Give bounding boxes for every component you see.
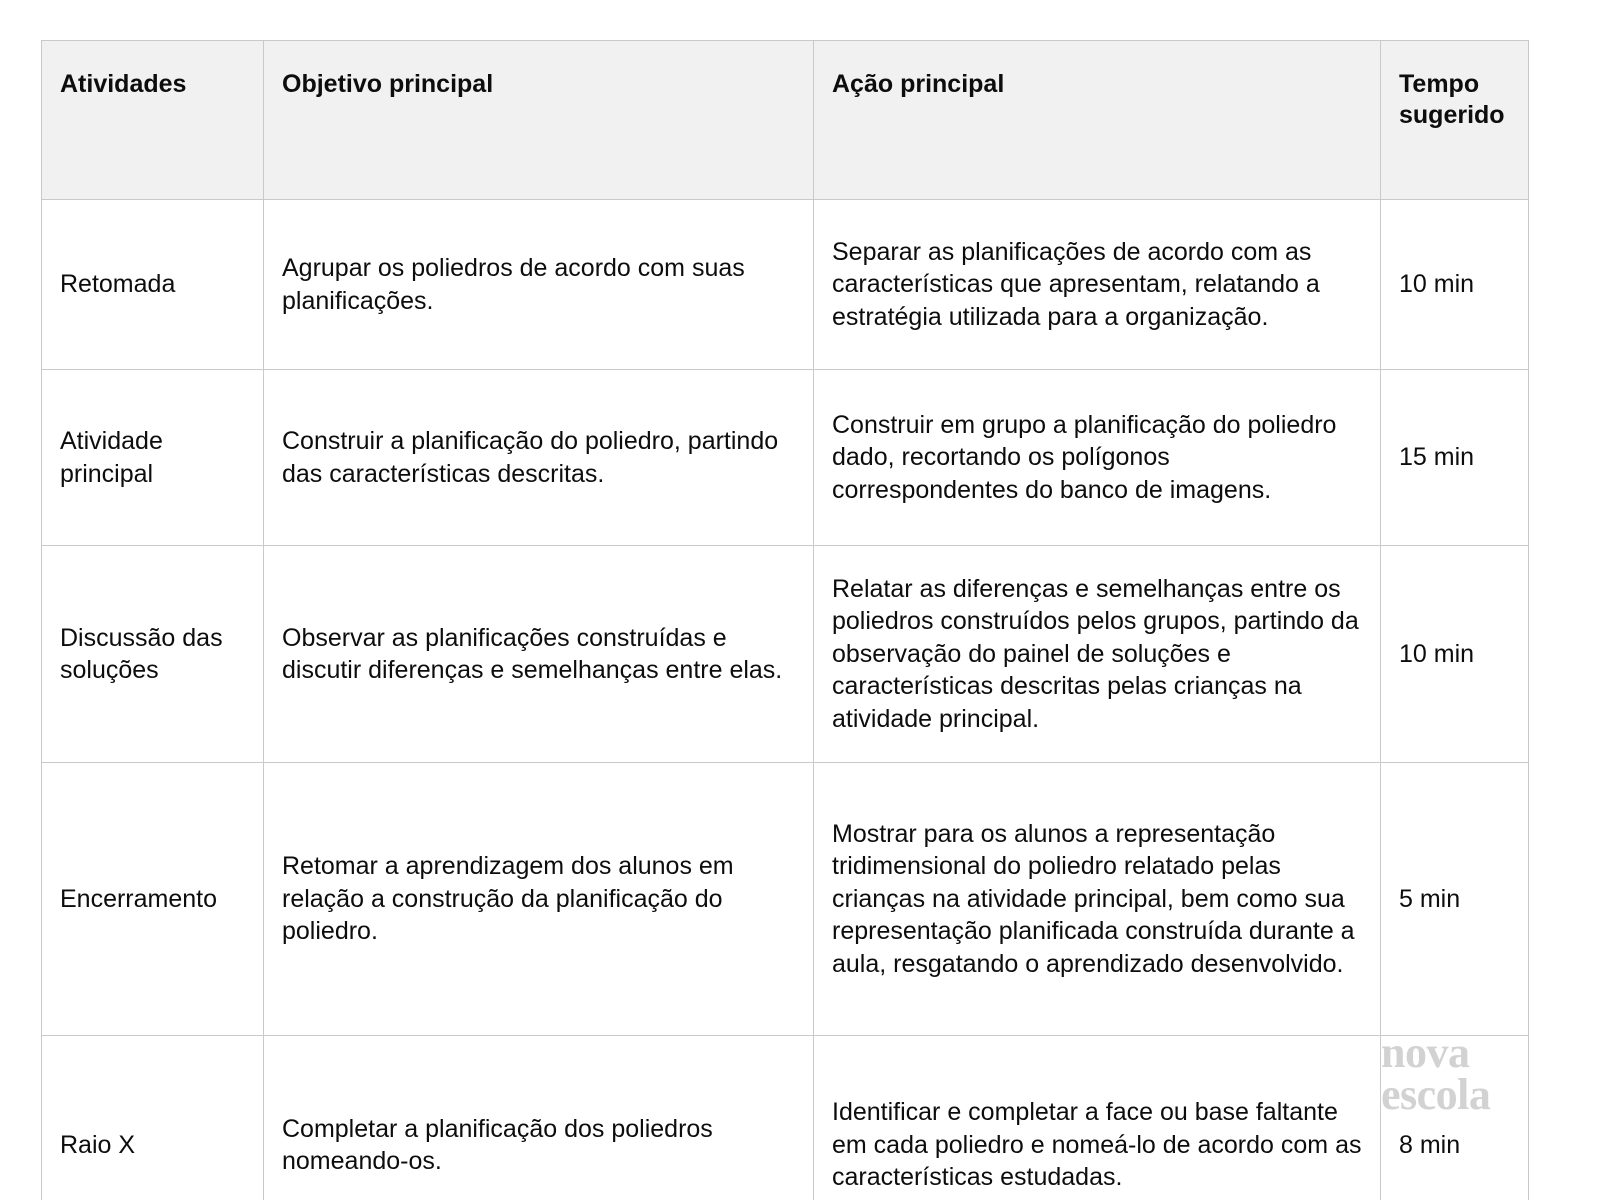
cell-tempo: 10 min [1381, 200, 1529, 370]
column-header-objetivo-principal: Objetivo principal [264, 41, 814, 200]
cell-acao: Mostrar para os alunos a representação tridimensional do poliedro relatado pelas crianças na atividade principal, bem como sua representação planificada construída durante a aula, resgatando o aprendizado desenvolvido. [814, 763, 1381, 1036]
cell-atividade: Retomada [42, 200, 264, 370]
column-header-tempo-line1: Tempo [1399, 70, 1480, 98]
cell-tempo: 8 min [1381, 1036, 1529, 1200]
cell-acao: Construir em grupo a planificação do poliedro dado, recortando os polígonos correspondentes do banco de imagens. [814, 370, 1381, 546]
cell-objetivo: Construir a planificação do poliedro, partindo das características descritas. [264, 370, 814, 546]
column-header-atividades: Atividades [42, 41, 264, 200]
cell-tempo: 10 min [1381, 546, 1529, 763]
column-header-tempo-line2: sugerido [1399, 101, 1505, 130]
cell-atividade: Encerramento [42, 763, 264, 1036]
lesson-plan-table [41, 40, 1529, 1200]
cell-acao: Identificar e completar a face ou base faltante em cada poliedro e nomeá-lo de acordo com as características estudadas. [814, 1036, 1381, 1200]
cell-objetivo: Completar a planificação dos poliedros nomeando-os. [264, 1036, 814, 1200]
cell-tempo: 15 min [1381, 370, 1529, 546]
table-row [42, 200, 1529, 370]
table-row [42, 546, 1529, 763]
cell-atividade: Discussão das soluções [42, 546, 264, 763]
lesson-plan-table-container [41, 40, 1528, 1200]
cell-objetivo: Observar as planificações construídas e discutir diferenças e semelhanças entre elas. [264, 546, 814, 763]
table-body [42, 200, 1529, 1200]
cell-objetivo: Retomar a aprendizagem dos alunos em relação a construção da planificação do poliedro. [264, 763, 814, 1036]
table-header-row [42, 41, 1529, 200]
cell-atividade: Raio X [42, 1036, 264, 1200]
cell-tempo: 5 min [1381, 763, 1529, 1036]
table-row [42, 763, 1529, 1036]
cell-objetivo: Agrupar os poliedros de acordo com suas planificações. [264, 200, 814, 370]
table-row [42, 1036, 1529, 1200]
cell-acao: Separar as planificações de acordo com as características que apresentam, relatando a estratégia utilizada para a organização. [814, 200, 1381, 370]
cell-acao: Relatar as diferenças e semelhanças entre os poliedros construídos pelos grupos, partindo da observação do painel de soluções e características descritas pelas crianças na atividade principal. [814, 546, 1381, 763]
table-row [42, 370, 1529, 546]
cell-atividade: Atividade principal [42, 370, 264, 546]
column-header-acao-principal: Ação principal [814, 41, 1381, 200]
table-header [42, 41, 1529, 200]
column-header-tempo-sugerido [1381, 41, 1529, 200]
watermark-line-escola: escola [1381, 1069, 1491, 1119]
watermark-line-nova: nova [1381, 1028, 1470, 1077]
